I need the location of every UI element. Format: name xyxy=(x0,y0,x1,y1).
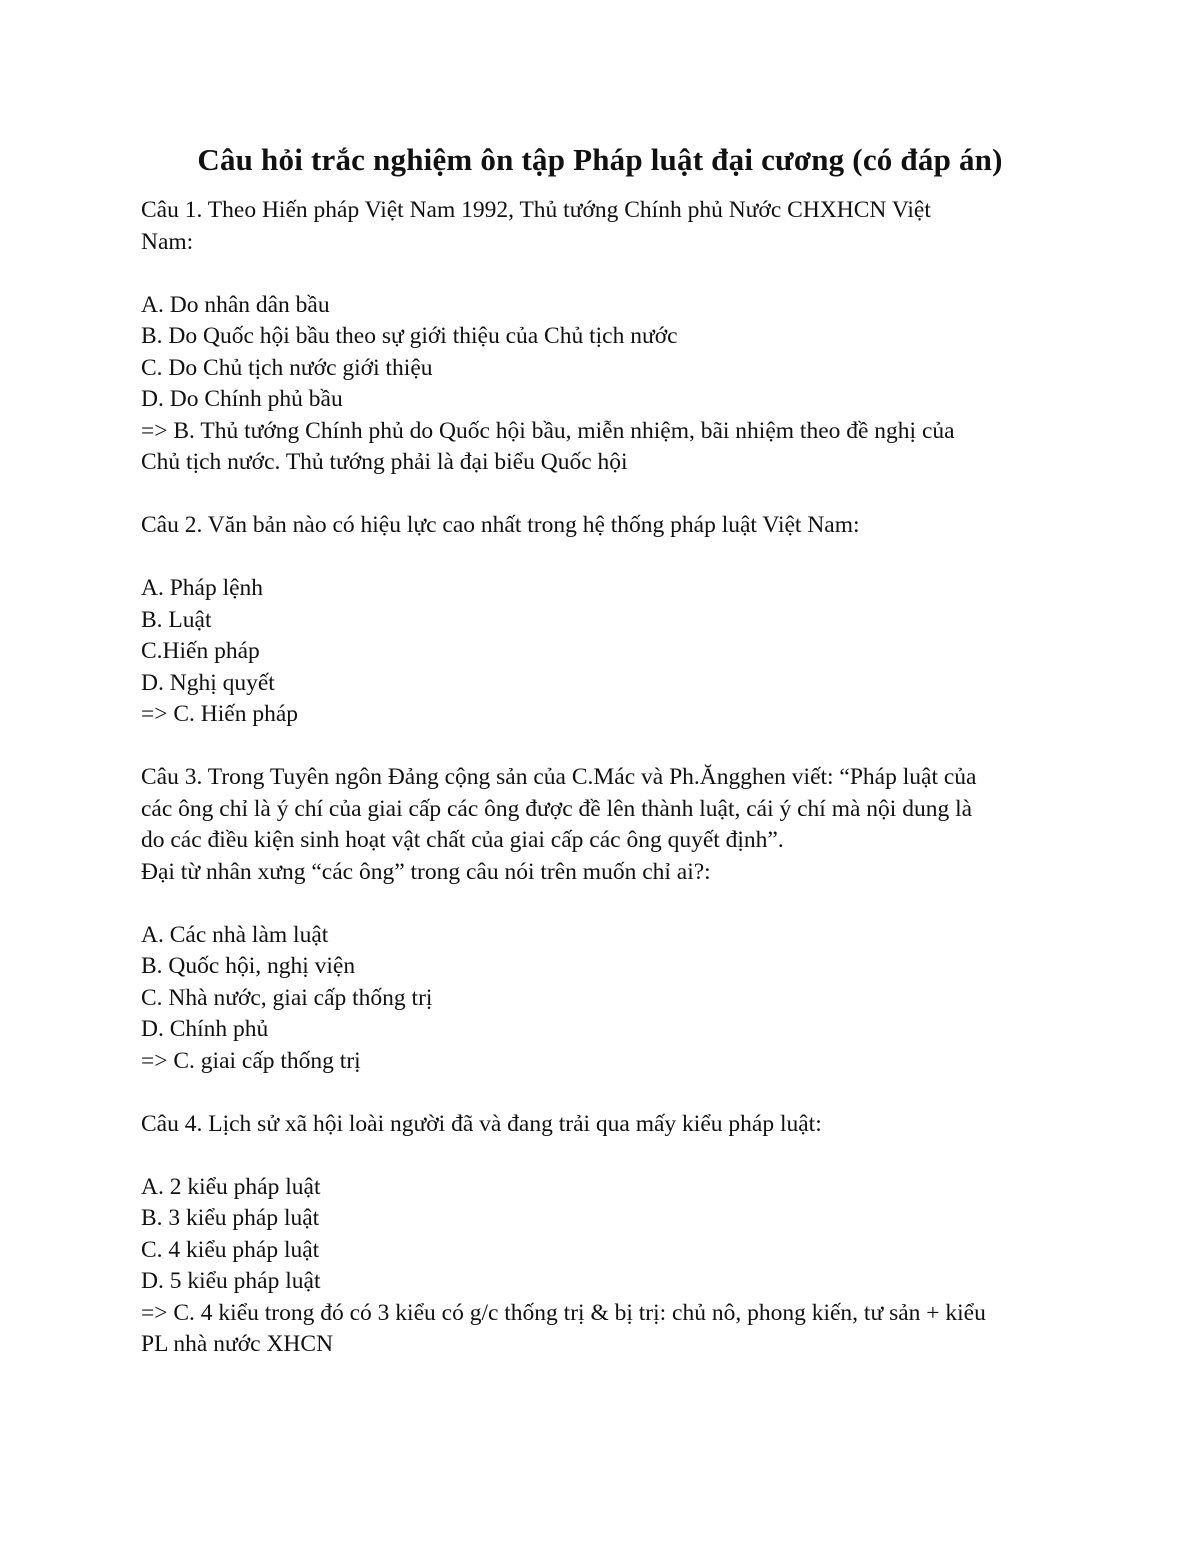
question-prompt-line: các ông chỉ là ý chí của giai cấp các ông được đề lên thành luật, cái ý chí mà nội dung là xyxy=(141,795,973,822)
question-block xyxy=(141,510,1071,731)
answer-option: C. Nhà nước, giai cấp thống trị xyxy=(141,984,433,1011)
document-body xyxy=(141,195,1071,1361)
blank-line xyxy=(141,1077,1071,1109)
answer-option: D. Chính phủ xyxy=(141,1016,269,1042)
blank-line xyxy=(141,542,1071,574)
question-prompt-line: Nam: xyxy=(141,228,194,255)
answer-option: C. Do Chủ tịch nước giới thiệu xyxy=(141,354,433,381)
answer-key-line: Chủ tịch nước. Thủ tướng phải là đại biểu Quốc hội xyxy=(141,449,628,475)
answer-option: A. Pháp lệnh xyxy=(141,575,264,601)
blank-line xyxy=(141,258,1071,290)
question-block xyxy=(141,1109,1071,1361)
answer-key-line: PL nhà nước XHCN xyxy=(141,1331,334,1357)
answer-option: B. Do Quốc hội bầu theo sự giới thiệu của Chủ tịch nước xyxy=(141,323,678,349)
question-prompt-line: Câu 4. Lịch sử xã hội loài người đã và đang trải qua mấy kiểu pháp luật: xyxy=(141,1110,822,1137)
question-prompt-line: do các điều kiện sinh hoạt vật chất của giai cấp các ông quyết định”. xyxy=(141,827,784,853)
answer-option: C.Hiến pháp xyxy=(141,638,260,664)
answer-option: B. 3 kiểu pháp luật xyxy=(141,1205,320,1231)
answer-key-line: => C. Hiến pháp xyxy=(141,701,299,727)
answer-option: D. 5 kiểu pháp luật xyxy=(141,1268,321,1294)
question-prompt-line: Câu 3. Trong Tuyên ngôn Đảng cộng sản của C.Mác và Ph.Ăngghen viết: “Pháp luật của xyxy=(141,764,977,790)
answer-key-line: => C. 4 kiểu trong đó có 3 kiểu có g/c thống trị & bị trị: chủ nô, phong kiến, tư sản + kiểu xyxy=(141,1299,986,1326)
answer-option: A. 2 kiểu pháp luật xyxy=(141,1173,321,1200)
question-prompt-line: Câu 2. Văn bản nào có hiệu lực cao nhất trong hệ thống pháp luật Việt Nam: xyxy=(141,512,860,538)
answer-key-line: => B. Thủ tướng Chính phủ do Quốc hội bầu, miễn nhiệm, bãi nhiệm theo đề nghị của xyxy=(141,417,955,444)
question-block xyxy=(141,195,1071,479)
question-prompt-line: Đại từ nhân xưng “các ông” trong câu nói trên muốn chỉ ai?: xyxy=(141,858,711,885)
answer-option: D. Do Chính phủ bầu xyxy=(141,386,343,412)
answer-option: A. Các nhà làm luật xyxy=(141,921,329,948)
answer-option: B. Luật xyxy=(141,606,212,633)
answer-option: C. 4 kiểu pháp luật xyxy=(141,1236,320,1263)
answer-option: A. Do nhân dân bầu xyxy=(141,291,330,318)
document-title: Câu hỏi trắc nghiệm ôn tập Pháp luật đại cương (có đáp án) xyxy=(197,142,1003,177)
blank-line xyxy=(141,479,1071,511)
question-prompt-line: Câu 1. Theo Hiến pháp Việt Nam 1992, Thủ tướng Chính phủ Nước CHXHCN Việt xyxy=(141,197,931,223)
answer-option: D. Nghị quyết xyxy=(141,669,275,696)
answer-option: B. Quốc hội, nghị viện xyxy=(141,953,356,979)
answer-key-line: => C. giai cấp thống trị xyxy=(141,1047,361,1074)
blank-line xyxy=(141,731,1071,763)
blank-line xyxy=(141,888,1071,920)
blank-line xyxy=(141,1140,1071,1172)
question-block xyxy=(141,762,1071,1077)
